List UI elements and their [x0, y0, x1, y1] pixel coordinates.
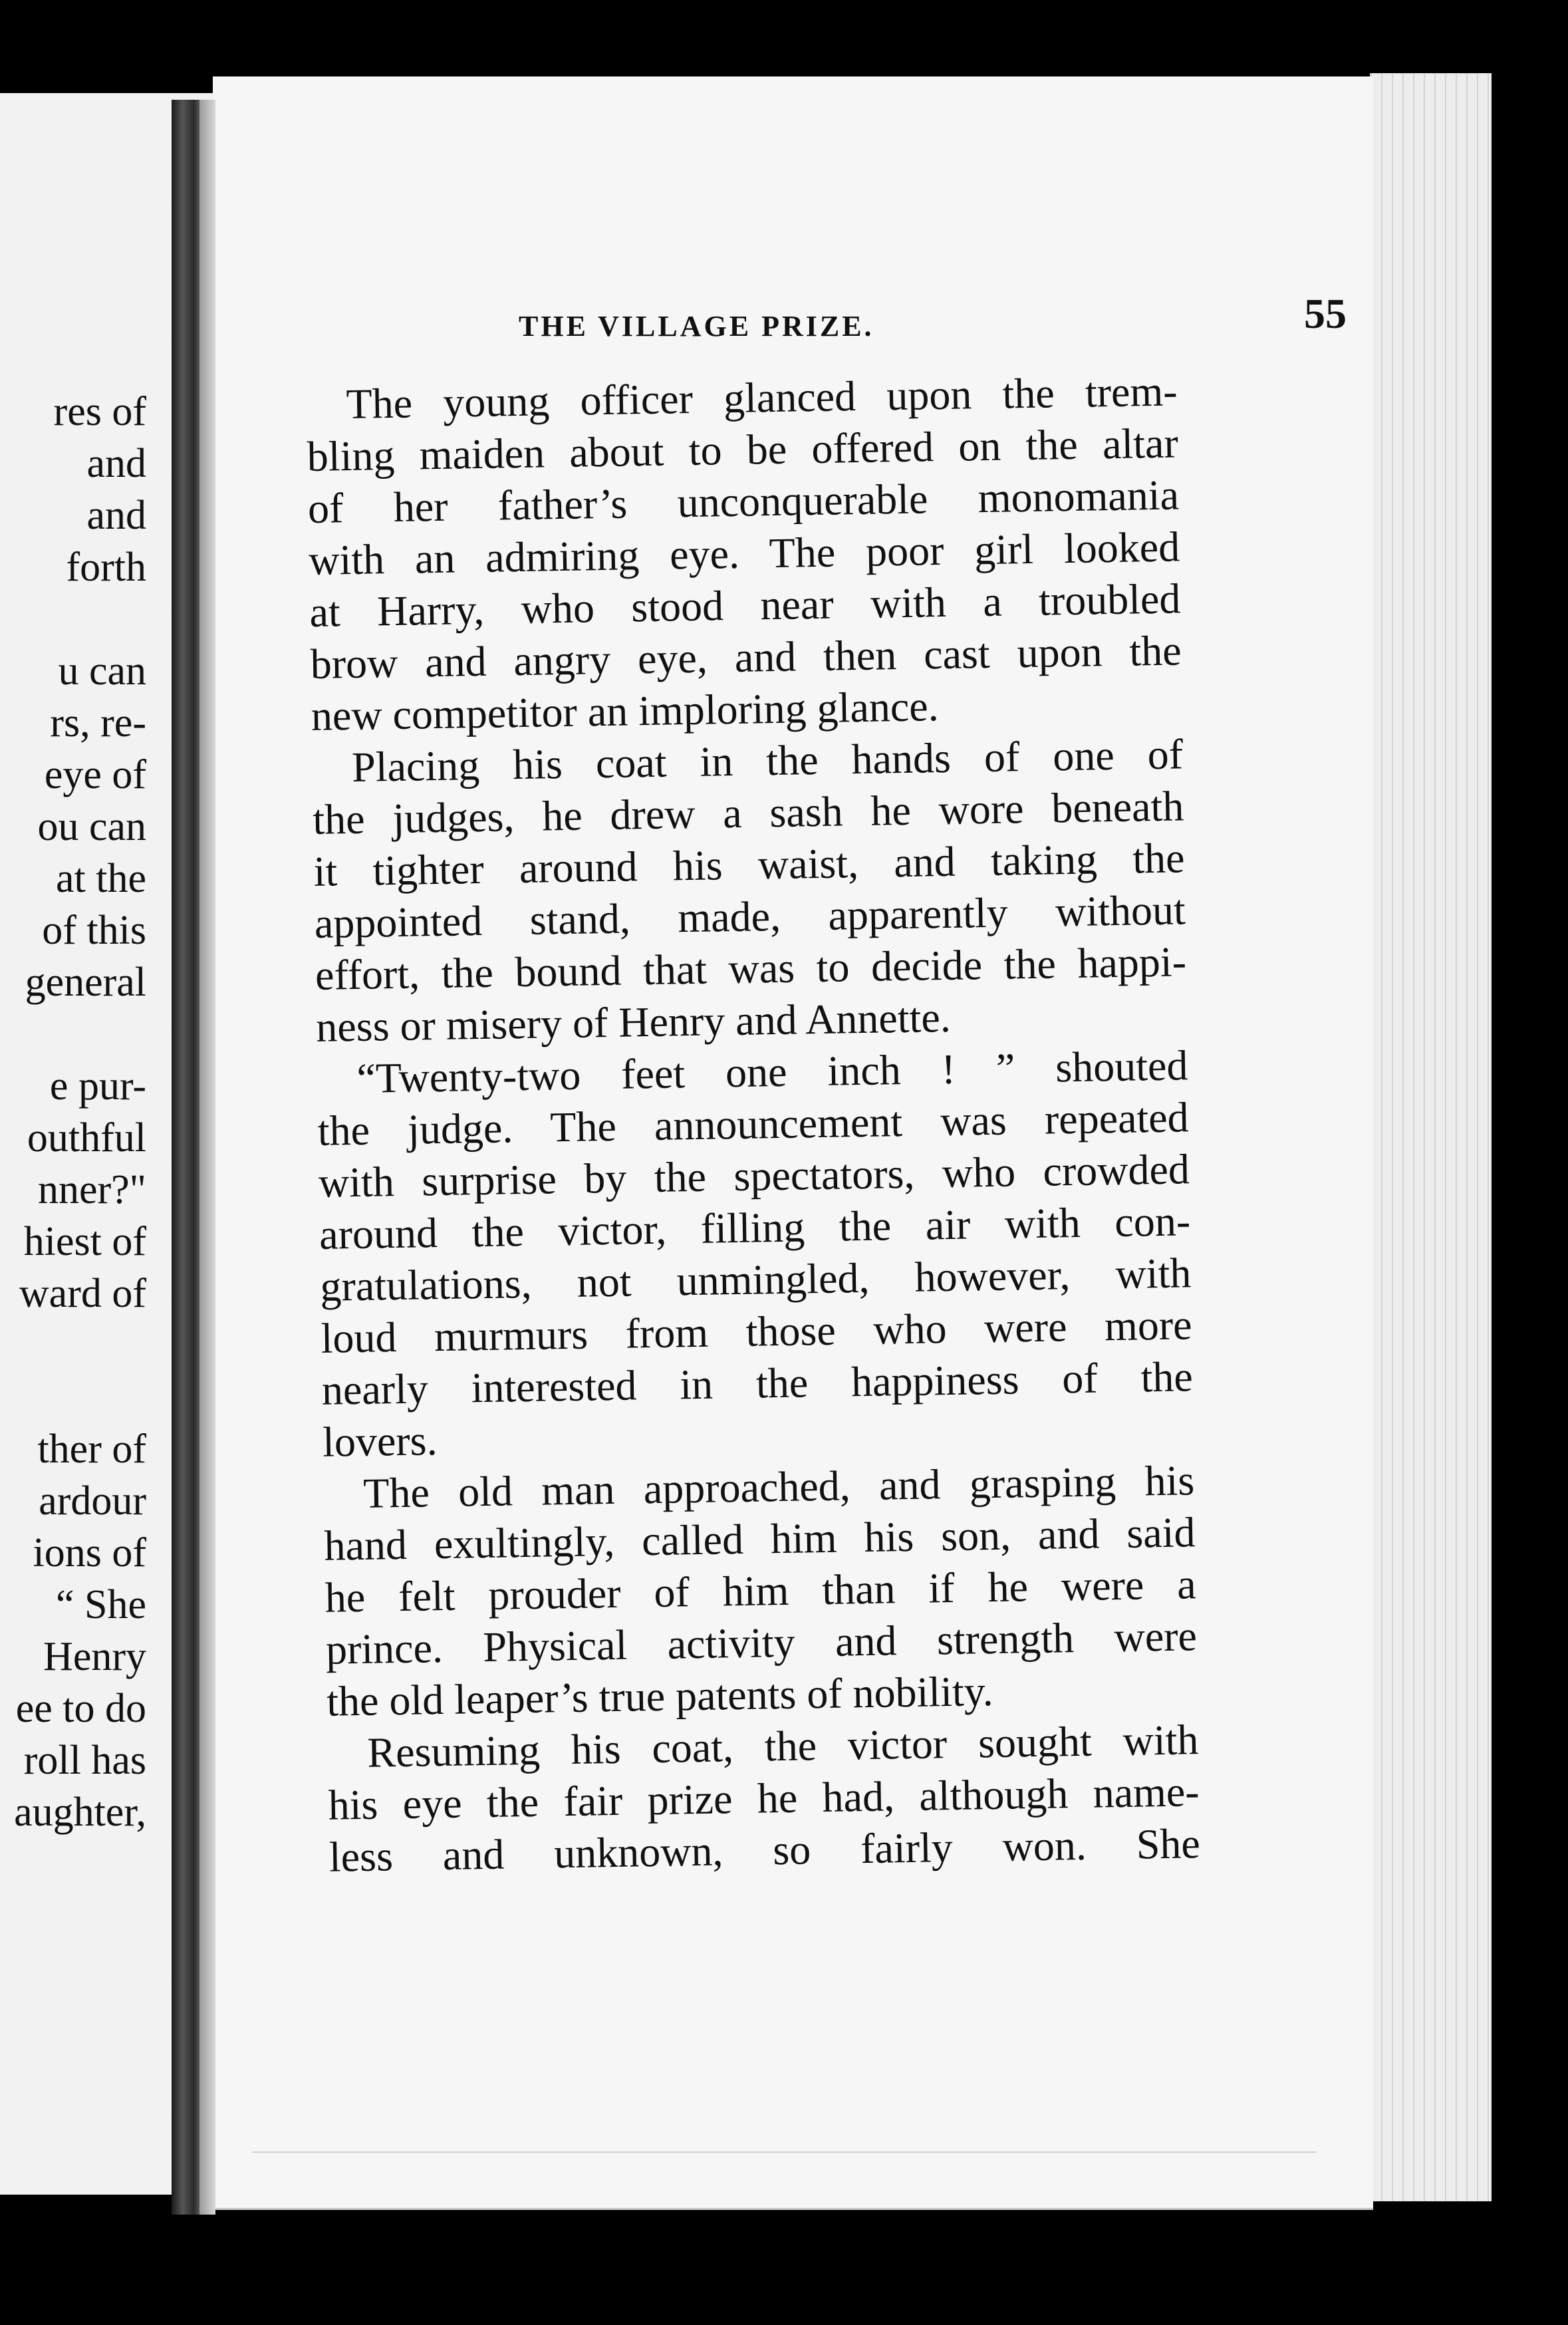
previous-page-text	[0, 386, 146, 1838]
text-line: effort, the bound that was to decide the happi-	[315, 938, 1187, 999]
previous-page-line: aughter,	[14, 1790, 146, 1835]
previous-page-line: nner?"	[38, 1167, 146, 1212]
previous-page-line: u can	[58, 648, 146, 694]
previous-page-line: and	[86, 441, 146, 486]
previous-page-line: and	[86, 493, 146, 538]
text-line: The old man approached, and grasping his	[362, 1456, 1195, 1517]
previous-page-line: general	[25, 960, 146, 1005]
text-line: the judge. The announcement was repeated	[317, 1093, 1190, 1155]
text-line: around the victor, filling the air with con-	[319, 1197, 1191, 1258]
book-page	[213, 76, 1373, 2210]
running-title: THE VILLAGE PRIZE.	[519, 310, 874, 342]
text-line: with surprise by the spectators, who crowded	[318, 1145, 1190, 1206]
text-line: appointed stand, made, apparently without	[314, 886, 1186, 947]
text-line: Resuming his coat, the victor sought with	[366, 1716, 1199, 1776]
previous-page-line: of this	[42, 908, 146, 953]
previous-page-line: ou can	[37, 804, 146, 849]
text-line: The young officer glanced upon the trem-	[346, 367, 1178, 428]
text-line: lovers.	[322, 1417, 438, 1466]
paragraph	[323, 1454, 1198, 1728]
paragraph	[312, 728, 1188, 1053]
previous-page-line: Henry	[43, 1634, 146, 1679]
previous-page-line: forth	[66, 545, 146, 590]
previous-page-line: e pur-	[49, 1063, 146, 1109]
previous-page-line: ward of	[19, 1271, 146, 1316]
line-gap	[0, 593, 146, 645]
text-line: loud murmurs from those who were more	[321, 1301, 1193, 1362]
text-line: new competitor an imploring glance.	[311, 682, 940, 740]
previous-page-line: ee to do	[15, 1686, 146, 1731]
text-line: his eye the fair prize he had, although name-	[328, 1768, 1200, 1829]
page-bottom-rule	[253, 2151, 1317, 2153]
text-line: Placing his coat in the hands of one of	[351, 730, 1184, 791]
page-number: 55	[1304, 290, 1347, 337]
running-head	[519, 289, 1347, 349]
text-line: “Twenty-two feet one inch ! ” shouted	[356, 1041, 1188, 1102]
text-line: the judges, he drew a sash he wore beneath	[312, 782, 1184, 843]
text-line: brow and angry eye, and then cast upon the	[310, 626, 1182, 688]
previous-page-line: at the	[56, 856, 146, 901]
text-line: it tighter around his waist, and taking the	[313, 834, 1186, 895]
previous-page-line: roll has	[23, 1738, 146, 1783]
paragraph	[327, 1714, 1201, 1883]
text-line: less and unknown, so fairly won. She	[328, 1820, 1201, 1881]
text-line: with an admiring eye. The poor girl looked	[308, 523, 1180, 584]
previous-page-line: eye of	[44, 752, 146, 797]
text-line: prince. Physical activity and strength were	[325, 1612, 1198, 1673]
line-gap	[0, 1371, 146, 1423]
previous-page-line: res of	[53, 389, 146, 434]
text-line: at Harry, who stood near with a troubled	[309, 575, 1181, 636]
line-gap	[0, 1008, 146, 1060]
text-line: bling maiden about to be offered on the altar	[307, 419, 1179, 480]
previous-page-line: hiest of	[23, 1219, 146, 1264]
text-line: of her father’s unconquerable monomania	[307, 471, 1180, 532]
text-line: nearly interested in the happiness of the	[321, 1353, 1194, 1414]
book-gutter	[172, 100, 203, 2215]
page-edges	[1370, 73, 1492, 2201]
previous-page-line: ions of	[33, 1530, 146, 1575]
text-line: he felt prouder of him than if he were a	[325, 1560, 1197, 1621]
previous-page-line: ardour	[39, 1478, 146, 1524]
text-line: gratulations, not unmingled, however, with	[319, 1249, 1192, 1310]
previous-page-line: “ She	[55, 1582, 146, 1627]
body-text	[306, 365, 1200, 1883]
paragraph	[317, 1039, 1194, 1468]
previous-page-line: outhful	[27, 1115, 146, 1161]
paragraph	[306, 365, 1182, 742]
gutter-fold	[199, 100, 215, 2215]
text-line: the old leaper’s true patents of nobility.	[326, 1667, 994, 1725]
previous-page-line: rs, re-	[50, 700, 146, 746]
line-gap	[0, 1319, 146, 1371]
text-line: ness or misery of Henry and Annette.	[315, 993, 952, 1051]
previous-page-line: ther of	[37, 1427, 146, 1472]
text-line: hand exultingly, called him his son, and said	[324, 1508, 1196, 1570]
